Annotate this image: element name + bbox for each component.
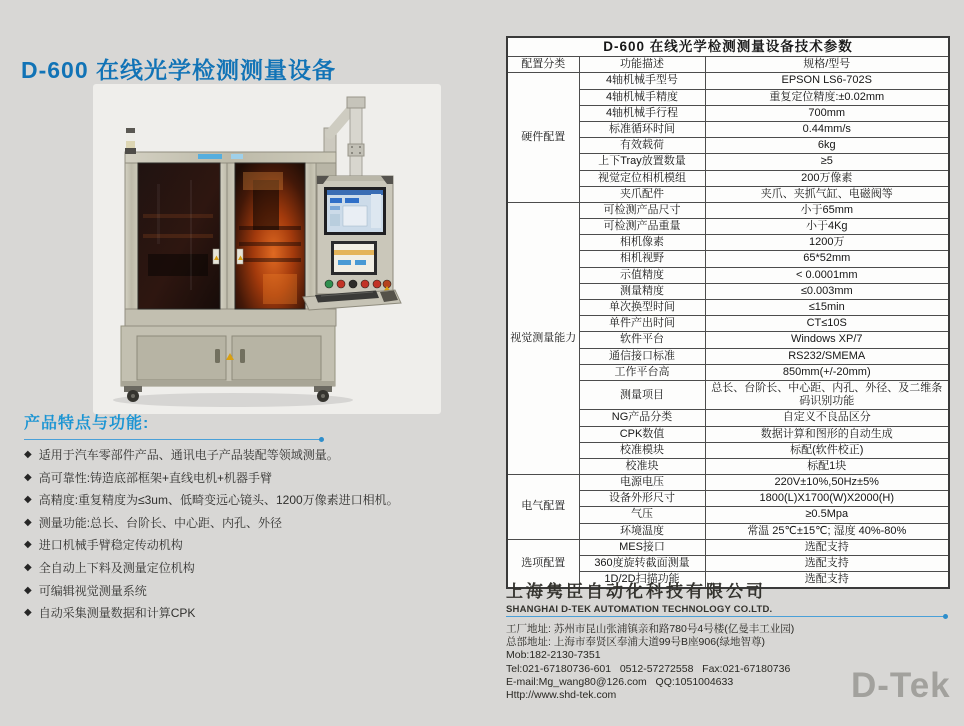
spec-value-cell: ≤0.003mm <box>705 283 949 299</box>
brand-watermark: D-Tek <box>851 666 951 705</box>
spec-value-cell: ≥0.5Mpa <box>705 507 949 523</box>
spec-value-cell: EPSON LS6-702S <box>705 73 949 89</box>
spec-function-cell: 环境温度 <box>579 523 705 539</box>
feature-text: 高精度:重复精度为≤3um、低畸变远心镜头、1200万像素进口相机。 <box>38 493 399 508</box>
main-screen <box>324 187 386 235</box>
spec-function-cell: 工作平台高 <box>579 364 705 380</box>
feature-text: 高可靠性:铸造底部框架+直线电机+机器手臂 <box>38 470 273 485</box>
spec-value-cell: RS232/SMEMA <box>705 348 949 364</box>
spec-value-cell: < 0.0001mm <box>705 267 949 283</box>
feature-item <box>24 472 474 485</box>
spec-function-cell: 可检测产品重量 <box>579 219 705 235</box>
spec-function-cell: 可检测产品尺寸 <box>579 202 705 218</box>
spec-function-cell: 软件平台 <box>579 332 705 348</box>
spec-function-cell: 电源电压 <box>579 475 705 491</box>
machine-shadow <box>113 393 353 407</box>
door-handle <box>215 349 220 363</box>
spec-function-cell: 测量精度 <box>579 283 705 299</box>
spec-value-cell: 1800(L)X1700(W)X2000(H) <box>705 491 949 507</box>
door-handle <box>240 349 245 363</box>
spec-row <box>507 202 949 218</box>
features-divider <box>24 439 322 440</box>
spec-value-cell: 重复定位精度:±0.02mm <box>705 89 949 105</box>
feature-item <box>24 517 474 530</box>
diamond-bullet-icon: ◆ <box>24 471 32 483</box>
spec-value-cell: 选配支持 <box>705 539 949 555</box>
spec-value-cell: 200万像素 <box>705 170 949 186</box>
spec-function-cell: MES接口 <box>579 539 705 555</box>
spec-function-cell: 通信接口标准 <box>579 348 705 364</box>
spec-col-header: 规格/型号 <box>705 57 949 73</box>
company-mobile: Mob:182-2130-7351 <box>506 649 601 662</box>
features-heading: 产品特点与功能: <box>24 415 150 432</box>
spec-value-cell: 选配支持 <box>705 556 949 572</box>
spec-row <box>507 475 949 491</box>
company-name-en: SHANGHAI D-TEK AUTOMATION TECHNOLOGY CO.LTD. <box>506 604 773 615</box>
spec-function-cell: 4轴机械手行程 <box>579 105 705 121</box>
spec-category-cell: 选项配置 <box>507 539 579 588</box>
company-tel-fax: Tel:021-67180736-601 0512-57272558 Fax:021-67180736 <box>506 662 791 675</box>
spec-function-cell: 有效载荷 <box>579 138 705 154</box>
product-photo <box>93 84 441 414</box>
spec-value-cell: 6kg <box>705 138 949 154</box>
feature-text: 进口机械手臂稳定传动机构 <box>38 538 183 553</box>
spec-value-cell: 数据计算和图形的自动生成 <box>705 426 949 442</box>
spec-value-cell: 1200万 <box>705 235 949 251</box>
touch-screen <box>331 241 377 275</box>
spec-function-cell: 4轴机械手精度 <box>579 89 705 105</box>
feature-item <box>24 562 474 575</box>
spec-category-cell: 视觉测量能力 <box>507 202 579 474</box>
spec-function-cell: 测量项目 <box>579 380 705 409</box>
signal-tower <box>125 128 136 154</box>
spec-function-cell: 1D/2D扫描功能 <box>579 572 705 589</box>
spec-function-cell: 设备外形尺寸 <box>579 491 705 507</box>
spec-value-cell: 标配(软件校正) <box>705 442 949 458</box>
diamond-bullet-icon: ◆ <box>24 494 32 506</box>
company-email-qq: E-mail:Mg_wang80@126.com QQ:1051004633 <box>506 675 734 688</box>
feature-item <box>24 607 474 620</box>
spec-function-cell: CPK数值 <box>579 426 705 442</box>
spec-col-header: 功能描述 <box>579 57 705 73</box>
spec-function-cell: 单次换型时间 <box>579 300 705 316</box>
spec-value-cell: 700mm <box>705 105 949 121</box>
blue-tape <box>231 154 243 159</box>
spec-function-cell: 气压 <box>579 507 705 523</box>
feature-text: 测量功能:总长、台阶长、中心距、内孔、外径 <box>38 515 283 530</box>
spec-col-header: 配置分类 <box>507 57 579 73</box>
spec-function-cell: 相机像素 <box>579 235 705 251</box>
spec-function-cell: 视觉定位相机模组 <box>579 170 705 186</box>
spec-function-cell: 4轴机械手型号 <box>579 73 705 89</box>
diamond-bullet-icon: ◆ <box>24 449 32 460</box>
feature-item <box>24 449 474 462</box>
spec-value-cell: 220V±10%,50Hz±5% <box>705 475 949 491</box>
feature-text: 适用于汽车零部件产品、通讯电子产品装配等领域测量。 <box>38 448 339 462</box>
company-website: Http://www.shd-tek.com <box>506 689 617 702</box>
features-section <box>24 410 474 630</box>
spec-function-cell: 上下Tray放置数量 <box>579 154 705 170</box>
spec-category-cell: 硬件配置 <box>507 73 579 203</box>
spec-value-cell: 夹爪、夹抓气缸、电磁阀等 <box>705 186 949 202</box>
machine-photo-svg <box>93 84 441 414</box>
spec-value-cell: CT≤10S <box>705 316 949 332</box>
spec-row <box>507 73 949 89</box>
spec-value-cell: 常温 25℃±15℃; 湿度 40%-80% <box>705 523 949 539</box>
feature-text: 全自动上下料及测量定位机构 <box>38 560 195 575</box>
spec-function-cell: 相机视野 <box>579 251 705 267</box>
base-cabinet <box>121 326 335 386</box>
spec-function-cell: 校准模块 <box>579 442 705 458</box>
spec-row <box>507 539 949 555</box>
diamond-bullet-icon: ◆ <box>24 539 32 551</box>
diamond-bullet-icon: ◆ <box>24 516 32 528</box>
company-factory-address: 工厂地址: 苏州市昆山张浦镇亲和路780号4号楼(亿曼丰工业园) <box>506 623 795 635</box>
spec-function-cell: 夹爪配件 <box>579 186 705 202</box>
company-divider <box>506 616 946 617</box>
diamond-bullet-icon: ◆ <box>24 561 32 573</box>
diamond-bullet-icon: ◆ <box>24 607 32 619</box>
spec-value-cell: ≥5 <box>705 154 949 170</box>
spec-value-cell: ≤15min <box>705 300 949 316</box>
spec-function-cell: 示值精度 <box>579 267 705 283</box>
spec-value-cell: 总长、台阶长、中心距、内孔、外径、及二维条码识别功能 <box>705 380 949 409</box>
page-title: D-600 在线光学检测测量设备 <box>21 57 337 83</box>
spec-function-cell: NG产品分类 <box>579 410 705 426</box>
spec-function-cell: 校准块 <box>579 458 705 474</box>
company-name-cn: 上海隽臣自动化科技有限公司 <box>506 582 766 601</box>
spec-value-cell: 65*52mm <box>705 251 949 267</box>
spec-value-cell: 自定义不良品区分 <box>705 410 949 426</box>
spec-value-cell: Windows XP/7 <box>705 332 949 348</box>
feature-text: 自动采集测量数据和计算CPK <box>38 606 196 621</box>
spec-value-cell: 850mm(+/-20mm) <box>705 364 949 380</box>
spec-value-cell: 标配1块 <box>705 458 949 474</box>
spec-function-cell: 单件产出时间 <box>579 316 705 332</box>
spec-value-cell: 小于4Kg <box>705 219 949 235</box>
company-hq-address: 总部地址: 上海市奉贤区奉浦大道99号B座906(绿地智尊) <box>506 636 766 649</box>
control-panel <box>317 176 393 294</box>
spec-table-title: D-600 在线光学检测测量设备技术参数 <box>507 37 949 57</box>
spec-title-row <box>507 37 949 57</box>
feature-item <box>24 494 474 507</box>
feature-item <box>24 539 474 552</box>
spec-table <box>506 36 950 589</box>
spec-value-cell: 小于65mm <box>705 202 949 218</box>
spec-table-body <box>507 73 949 589</box>
spec-value-cell: 选配支持 <box>705 572 949 589</box>
spec-table-section <box>506 36 948 589</box>
feature-text: 可编辑视觉测量系统 <box>38 583 147 598</box>
spec-function-cell: 标准循环时间 <box>579 121 705 137</box>
spec-function-cell: 360度旋转截面测量 <box>579 556 705 572</box>
feature-item <box>24 585 474 598</box>
diamond-bullet-icon: ◆ <box>24 584 32 596</box>
spec-category-cell: 电气配置 <box>507 475 579 540</box>
spec-header-row <box>507 57 949 73</box>
blue-tape <box>198 154 222 159</box>
features-list <box>24 449 474 620</box>
spec-value-cell: 0.44mm/s <box>705 121 949 137</box>
